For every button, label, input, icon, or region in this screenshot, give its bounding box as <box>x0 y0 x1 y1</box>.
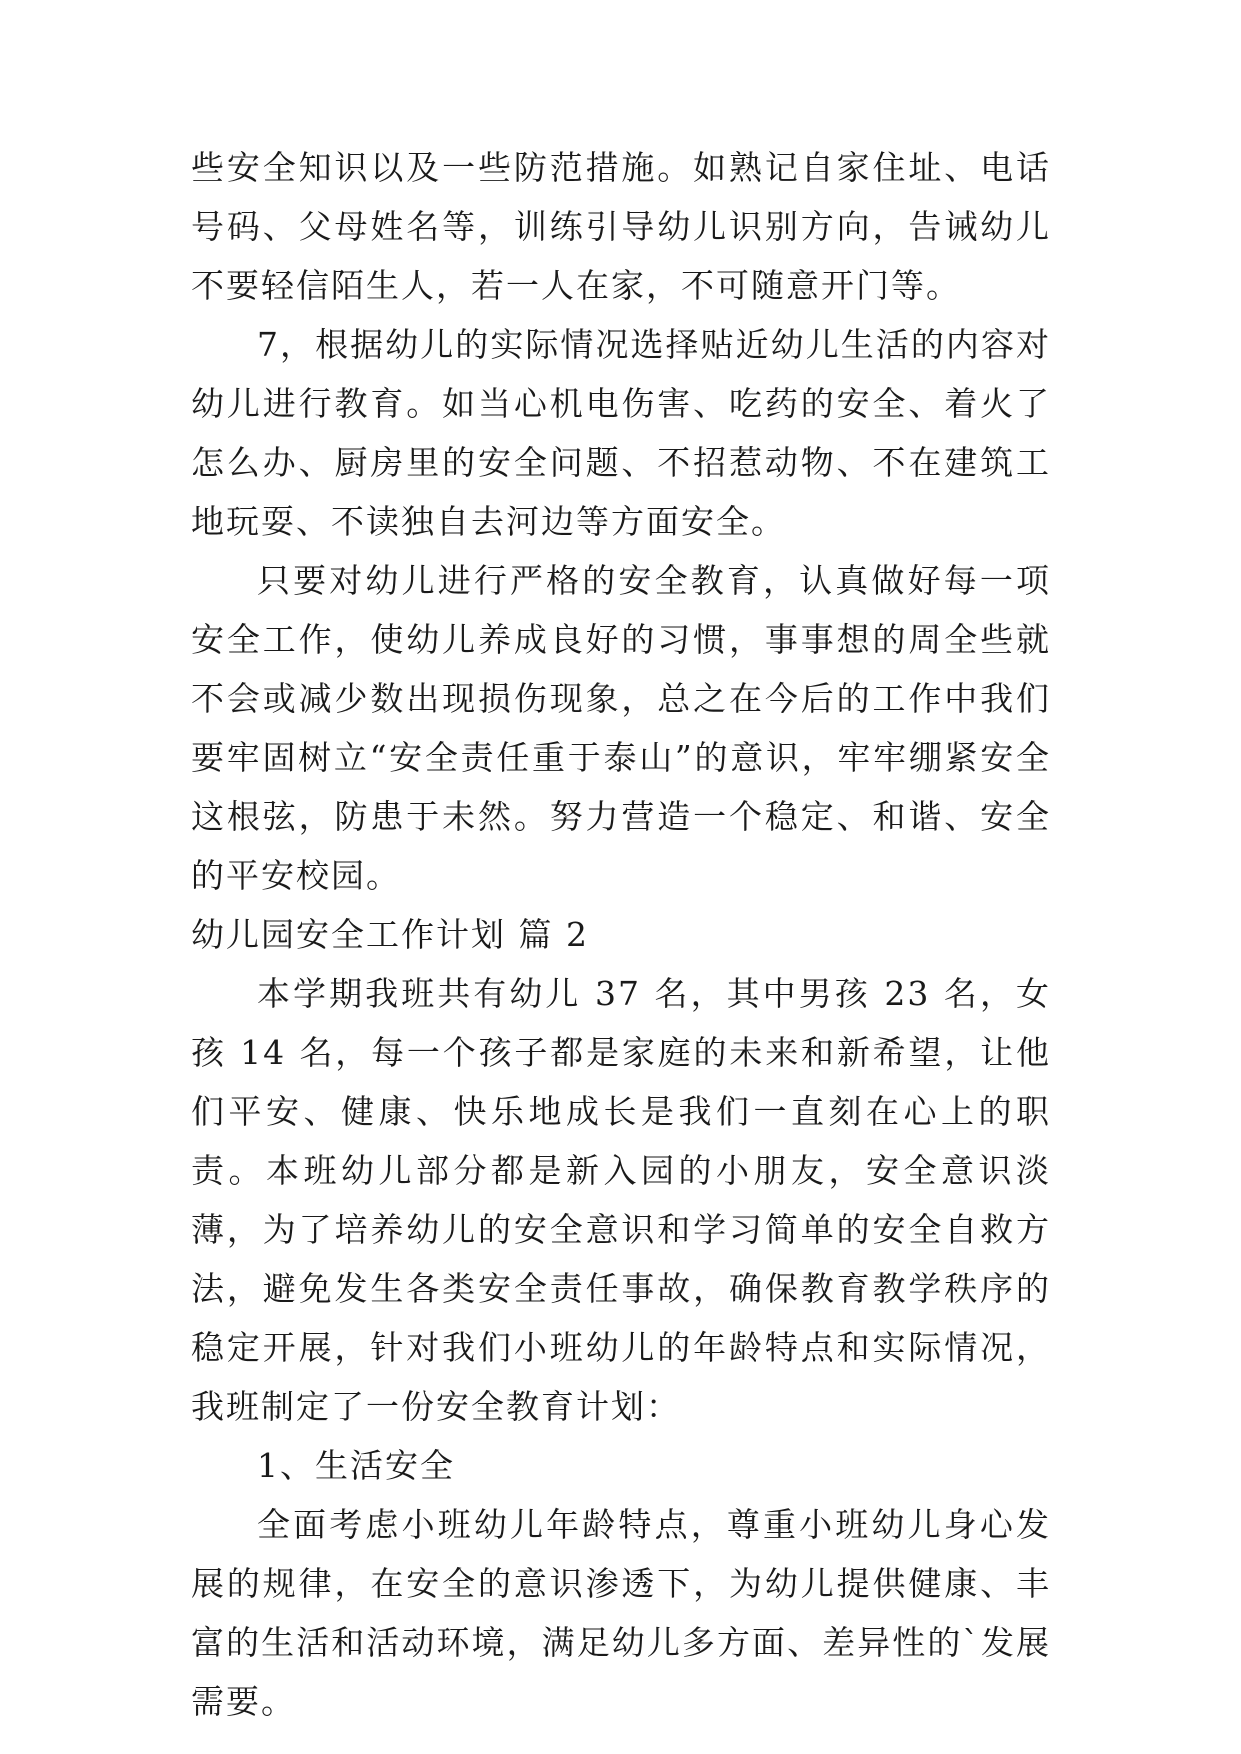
paragraph-life-safety: 全面考虑小班幼儿年龄特点，尊重小班幼儿身心发展的规律，在安全的意识渗透下，为幼儿提供健康、丰富的生活和活动环境，满足幼儿多方面、差异性的`发展需要。 <box>191 1505 1051 1721</box>
paragraph-intro: 本学期我班共有幼儿 37 名，其中男孩 23 名，女孩 14 名，每一个孩子都是家庭的未来和新希望，让他们平安、健康、快乐地成长是我们一直刻在心上的职责。本班幼儿部分都是新入园的小朋友，安全意识淡薄，为了培养幼儿的安全意识和学习简单的安全自救方法，避免发生各类安全责任事故，确保教育教学秩序的稳定开展，针对我们小班幼儿的年龄特点和实际情况，我班制定了一份安全教育计划： <box>191 974 1051 1426</box>
paragraph-continued: 些安全知识以及一些防范措施。如熟记自家住址、电话号码、父母姓名等，训练引导幼儿识别方向，告诫幼儿不要轻信陌生人，若一人在家，不可随意开门等。 <box>191 148 1051 305</box>
subheading-life-safety: 1、生活安全 <box>257 1446 455 1485</box>
paragraph-conclusion: 只要对幼儿进行严格的安全教育，认真做好每一项安全工作，使幼儿养成良好的习惯，事事想的周全些就不会或减少数出现损伤现象，总之在今后的工作中我们要牢固树立“安全责任重于泰山”的意识，牢牢绷紧安全这根弦，防患于未然。努力营造一个稳定、和谐、安全的平安校园。 <box>191 561 1051 895</box>
paragraph-item-7: 7，根据幼儿的实际情况选择贴近幼儿生活的内容对幼儿进行教育。如当心机电伤害、吃药的安全、着火了怎么办、厨房里的安全问题、不招惹动物、不在建筑工地玩耍、不读独自去河边等方面安全。 <box>191 325 1051 541</box>
section-heading: 幼儿园安全工作计划 篇 2 <box>191 915 589 954</box>
document-body <box>191 138 1051 1731</box>
